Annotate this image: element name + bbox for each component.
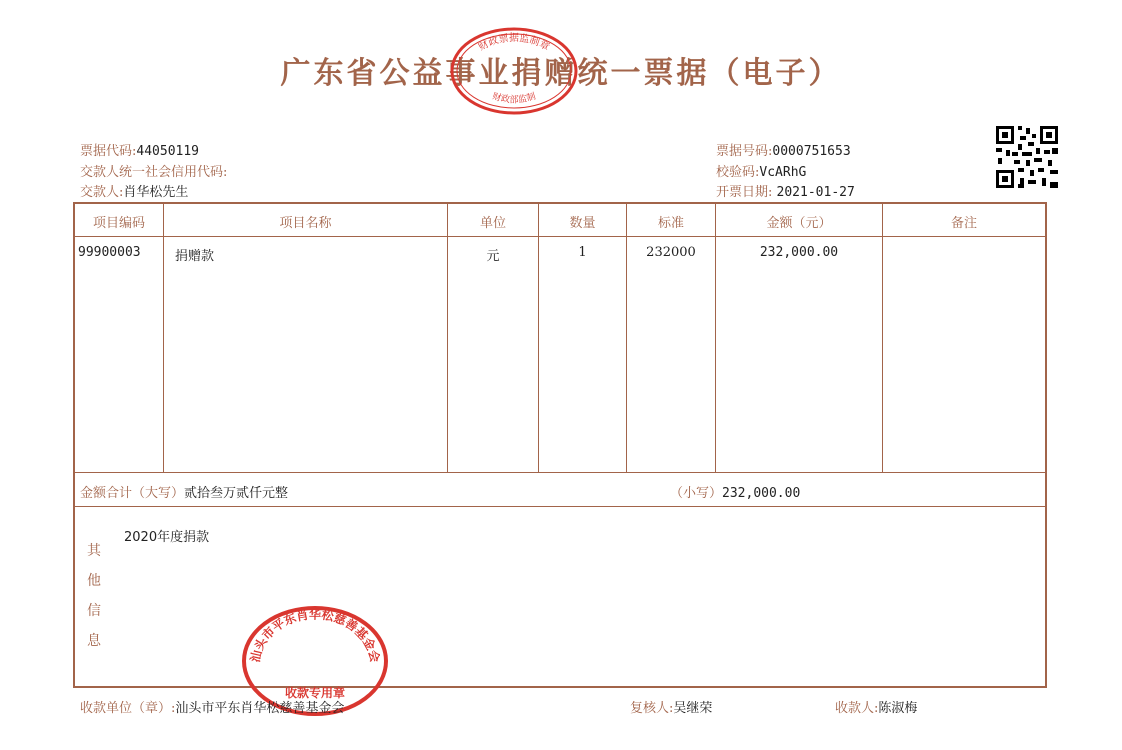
bill-code-label: 票据代码: [80,144,137,159]
check-code-value: VcARhG [759,165,807,180]
qr-code [992,122,1062,192]
supervision-seal [448,25,580,117]
receiver-unit-row [80,697,344,716]
seal-arc-text: 汕头市平东肖华松慈善基金会 [248,607,382,664]
row-qty: 1 [578,245,587,260]
col-header-name: 项目名称 [279,216,332,231]
items-bottom-divider [73,472,1047,473]
payee-value: 陈淑梅 [878,701,918,716]
total-row-divider [73,506,1047,507]
col-header-std: 标准 [657,216,684,231]
bill-table-frame [73,202,1047,688]
check-code-label: 校验码: [716,165,760,180]
payer-value: 肖华松先生 [123,185,189,200]
other-info-content: 2020年度捐款 [124,530,210,545]
row-amount: 232,000.00 [759,245,839,260]
payer-label: 交款人: [80,185,124,200]
row-unit: 元 [486,249,500,264]
col-header-amount: 金额（元） [766,216,832,231]
svg-text:汕头市平东肖华松慈善基金会 [247,607,383,664]
col-divider-6 [882,204,883,472]
other-label-char: 息 [87,633,101,649]
total-upper-row [80,482,288,501]
svg-text:财政部监制 [491,90,537,106]
total-lower-label: （小写） [670,486,723,501]
col-header-qty: 数量 [569,216,596,231]
row-std: 232000 [646,245,696,260]
other-label-char: 信 [87,603,101,619]
payer-credit-label: 交款人统一社会信用代码: [80,165,228,180]
col-header-code: 项目编码 [92,216,145,231]
total-upper-value: 贰拾叁万贰仟元整 [184,486,289,501]
issue-date-row [716,181,855,200]
total-upper-label: 金额合计（大写） [80,486,185,501]
col-header-note: 备注 [950,216,977,231]
total-lower-row [670,482,800,501]
bill-no-row [716,140,851,159]
col-divider-1 [163,204,164,472]
other-info-label [86,536,102,656]
row-name: 捐赠款 [175,249,215,264]
check-code-row [716,161,806,180]
bill-code-value: 44050119 [136,144,200,159]
bill-code-row [80,140,199,159]
total-lower-value: 232,000.00 [722,486,801,501]
reviewer-value: 吴继荣 [673,701,713,716]
payee-label: 收款人: [835,701,879,716]
payee-row [835,697,917,716]
row-code: 99900003 [78,245,141,260]
other-label-char: 他 [87,573,101,589]
seal-top-text: 财政票据监制章 [476,33,552,54]
header-row-divider [73,236,1047,237]
payer-credit-row [80,161,227,180]
seal-center-text: 收款专用章 [284,686,346,700]
reviewer-row [630,697,712,716]
issue-date-label: 开票日期: [716,185,773,200]
seal-bottom-text: 财政部监制 [490,91,538,106]
bill-no-value: 0000751653 [772,144,851,159]
other-label-char: 其 [87,543,101,559]
reviewer-label: 复核人: [630,701,674,716]
payer-row [80,181,188,200]
receiver-unit-label: 收款单位（章）: [80,701,176,716]
receiver-unit-value: 汕头市平东肖华松慈善基金会 [175,701,345,716]
issue-date-value: 2021-01-27 [776,185,855,200]
document-title: 广东省公益事业捐赠统一票据（电子） [280,56,842,91]
bill-no-label: 票据号码: [716,144,773,159]
col-header-unit: 单位 [479,216,506,231]
